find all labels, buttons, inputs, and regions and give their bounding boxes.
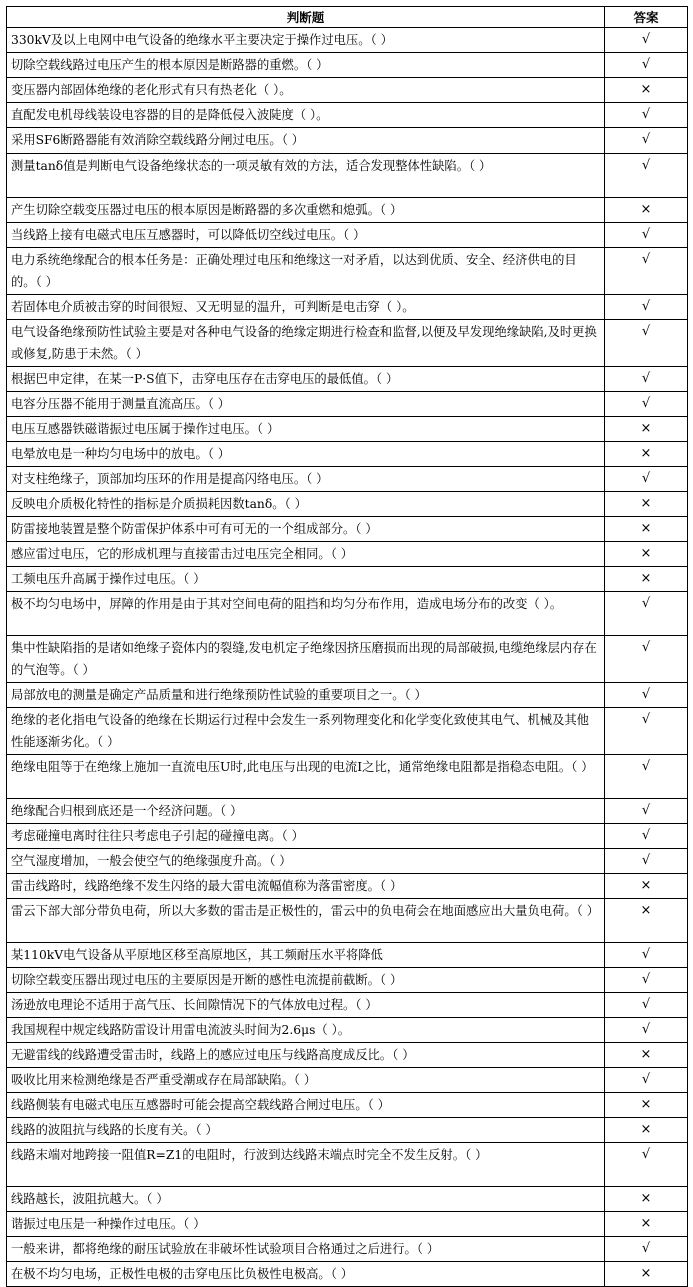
table-row <box>7 517 688 542</box>
check-mark-icon: √ <box>605 1237 688 1262</box>
table-row <box>7 467 688 492</box>
judgment-table <box>6 6 688 1287</box>
table-row <box>7 78 688 103</box>
question-text: 测量tanδ值是判断电气设备绝缘状态的一项灵敏有效的方法，适合发现整体性缺陷。（ ） <box>7 154 605 198</box>
question-text: 线路侧装有电磁式电压互感器时可能会提高空载线路合闸过电压。（ ） <box>7 1093 605 1118</box>
question-text: 雷云下部大部分带负电荷，所以大多数的雷击是正极性的，雷云中的负电荷会在地面感应出大量负电荷。（ ） <box>7 899 605 943</box>
question-text: 若固体电介质被击穿的时间很短、又无明显的温升，可判断是电击穿（ ）。 <box>7 295 605 320</box>
table-row <box>7 1118 688 1143</box>
table-row <box>7 1262 688 1287</box>
check-mark-icon: √ <box>605 154 688 198</box>
check-mark-icon: √ <box>605 824 688 849</box>
check-mark-icon: √ <box>605 103 688 128</box>
cross-mark-icon: × <box>605 1262 688 1287</box>
question-text: 绝缘电阻等于在绝缘上施加一直流电压U时,此电压与出现的电流I之比，通常绝缘电阻都是指稳态电阻。（ ） <box>7 755 605 799</box>
table-row <box>7 1212 688 1237</box>
question-text: 采用SF6断路器能有效消除空载线路分闸过电压。（ ） <box>7 128 605 154</box>
question-text: 电晕放电是一种均匀电场中的放电。（ ） <box>7 442 605 467</box>
table-row <box>7 248 688 295</box>
question-text: 绝缘的老化指电气设备的绝缘在长期运行过程中会发生一系列物理变化和化学变化致使其电气、机械及其他性能逐渐劣化。（ ） <box>7 708 605 755</box>
question-text: 电容分压器不能用于测量直流高压。（ ） <box>7 392 605 417</box>
check-mark-icon: √ <box>605 248 688 295</box>
check-mark-icon: √ <box>605 799 688 824</box>
cross-mark-icon: × <box>605 492 688 517</box>
cross-mark-icon: × <box>605 442 688 467</box>
table-row <box>7 154 688 198</box>
question-text: 反映电介质极化特性的指标是介质损耗因数tanδ。（ ） <box>7 492 605 517</box>
question-text: 考虑碰撞电离时往往只考虑电子引起的碰撞电离。（ ） <box>7 824 605 849</box>
table-row <box>7 223 688 248</box>
question-text: 极不均匀电场中，屏障的作用是由于其对空间电荷的阻挡和均匀分布作用，造成电场分布的改变（ ）。 <box>7 592 605 636</box>
table-row <box>7 392 688 417</box>
table-row <box>7 993 688 1018</box>
table-row <box>7 755 688 799</box>
question-text: 集中性缺陷指的是诸如绝缘子瓷体内的裂缝,发电机定子绝缘因挤压磨损而出现的局部破损,电缆绝缘层内存在的气泡等。（ ） <box>7 636 605 683</box>
cross-mark-icon: × <box>605 1187 688 1212</box>
table-row <box>7 899 688 943</box>
table-row <box>7 567 688 592</box>
table-row <box>7 968 688 993</box>
check-mark-icon: √ <box>605 943 688 968</box>
header-row <box>7 7 688 28</box>
table-row <box>7 683 688 708</box>
question-text: 某110kV电气设备从平原地区移至高原地区，其工频耐压水平将降低 <box>7 943 605 968</box>
question-text: 工频电压升高属于操作过电压。（ ） <box>7 567 605 592</box>
question-text: 感应雷过电压，它的形成机理与直接雷击过电压完全相同。（ ） <box>7 542 605 567</box>
question-text: 根据巴申定律，在某一P·S值下，击穿电压存在击穿电压的最低值。（ ） <box>7 367 605 392</box>
cross-mark-icon: × <box>605 198 688 223</box>
cross-mark-icon: × <box>605 1043 688 1068</box>
table-row <box>7 367 688 392</box>
check-mark-icon: √ <box>605 636 688 683</box>
table-row <box>7 198 688 223</box>
question-text: 雷击线路时，线路绝缘不发生闪络的最大雷电流幅值称为落雷密度。（ ） <box>7 874 605 899</box>
cross-mark-icon: × <box>605 1118 688 1143</box>
table-row <box>7 442 688 467</box>
question-text: 电压互感器铁磁谐振过电压属于操作过电压。（ ） <box>7 417 605 442</box>
question-text: 吸收比用来检测绝缘是否严重受潮或存在局部缺陷。（ ） <box>7 1068 605 1093</box>
table-row <box>7 1068 688 1093</box>
question-text: 线路末端对地跨接一阻值R=Z1的电阻时，行波到达线路末端点时完全不发生反射。（ ） <box>7 1143 605 1187</box>
table-row <box>7 636 688 683</box>
check-mark-icon: √ <box>605 392 688 417</box>
table-row <box>7 1018 688 1043</box>
check-mark-icon: √ <box>605 223 688 248</box>
cross-mark-icon: × <box>605 517 688 542</box>
check-mark-icon: √ <box>605 683 688 708</box>
check-mark-icon: √ <box>605 128 688 154</box>
table-row <box>7 849 688 874</box>
table-row <box>7 1143 688 1187</box>
check-mark-icon: √ <box>605 968 688 993</box>
question-text: 线路的波阻抗与线路的长度有关。（ ） <box>7 1118 605 1143</box>
question-text: 在极不均匀电场，正极性电极的击穿电压比负极性电极高。（ ） <box>7 1262 605 1287</box>
answer-column-header: 答案 <box>605 7 688 28</box>
question-text: 对支柱绝缘子，顶部加均压环的作用是提高闪络电压。（ ） <box>7 467 605 492</box>
cross-mark-icon: × <box>605 1212 688 1237</box>
cross-mark-icon: × <box>605 567 688 592</box>
check-mark-icon: √ <box>605 367 688 392</box>
question-text: 变压器内部固体绝缘的老化形式有只有热老化（ ）。 <box>7 78 605 103</box>
question-text: 谐振过电压是一种操作过电压。（ ） <box>7 1212 605 1237</box>
cross-mark-icon: × <box>605 899 688 943</box>
check-mark-icon: √ <box>605 1018 688 1043</box>
table-row <box>7 1237 688 1262</box>
question-text: 局部放电的测量是确定产品质量和进行绝缘预防性试验的重要项目之一。（ ） <box>7 683 605 708</box>
question-text: 空气湿度增加，一般会使空气的绝缘强度升高。（ ） <box>7 849 605 874</box>
table-row <box>7 824 688 849</box>
check-mark-icon: √ <box>605 708 688 755</box>
table-row <box>7 708 688 755</box>
cross-mark-icon: × <box>605 78 688 103</box>
question-text: 线路越长，波阻抗越大。（ ） <box>7 1187 605 1212</box>
check-mark-icon: √ <box>605 849 688 874</box>
check-mark-icon: √ <box>605 993 688 1018</box>
table-row <box>7 53 688 78</box>
table-row <box>7 1187 688 1212</box>
question-text: 汤逊放电理论不适用于高气压、长间隙情况下的气体放电过程。（ ） <box>7 993 605 1018</box>
answer-sheet <box>6 6 687 1287</box>
table-row <box>7 1043 688 1068</box>
table-row <box>7 874 688 899</box>
table-row <box>7 295 688 320</box>
question-text: 330kV及以上电网中电气设备的绝缘水平主要决定于操作过电压。（ ） <box>7 28 605 53</box>
check-mark-icon: √ <box>605 1068 688 1093</box>
table-row <box>7 492 688 517</box>
check-mark-icon: √ <box>605 320 688 367</box>
cross-mark-icon: × <box>605 1093 688 1118</box>
question-text: 切除空载线路过电压产生的根本原因是断路器的重燃。（ ） <box>7 53 605 78</box>
cross-mark-icon: × <box>605 417 688 442</box>
check-mark-icon: √ <box>605 467 688 492</box>
cross-mark-icon: × <box>605 874 688 899</box>
question-text: 电气设备绝缘预防性试验主要是对各种电气设备的绝缘定期进行检查和监督,以便及早发现绝缘缺陷,及时更换或修复,防患于未然。（ ） <box>7 320 605 367</box>
table-row <box>7 128 688 154</box>
table-row <box>7 417 688 442</box>
check-mark-icon: √ <box>605 1143 688 1187</box>
table-row <box>7 943 688 968</box>
question-text: 直配发电机母线装设电容器的目的是降低侵入波陡度（ ）。 <box>7 103 605 128</box>
check-mark-icon: √ <box>605 295 688 320</box>
table-row <box>7 103 688 128</box>
question-text: 电力系统绝缘配合的根本任务是：正确处理过电压和绝缘这一对矛盾，以达到优质、安全、经济供电的目的。（ ） <box>7 248 605 295</box>
question-text: 切除空载变压器出现过电压的主要原因是开断的感性电流提前截断。（ ） <box>7 968 605 993</box>
question-text: 一般来讲，都将绝缘的耐压试验放在非破坏性试验项目合格通过之后进行。（ ） <box>7 1237 605 1262</box>
question-text: 产生切除空载变压器过电压的根本原因是断路器的多次重燃和熄弧。（ ） <box>7 198 605 223</box>
question-text: 防雷接地装置是整个防雷保护体系中可有可无的一个组成部分。（ ） <box>7 517 605 542</box>
table-row <box>7 320 688 367</box>
check-mark-icon: √ <box>605 28 688 53</box>
question-text: 绝缘配合归根到底还是一个经济问题。（ ） <box>7 799 605 824</box>
table-row <box>7 799 688 824</box>
check-mark-icon: √ <box>605 53 688 78</box>
question-column-header: 判断题 <box>7 7 605 28</box>
question-text: 我国规程中规定线路防雷设计用雷电流波头时间为2.6μs（ ）。 <box>7 1018 605 1043</box>
table-row <box>7 1093 688 1118</box>
table-row <box>7 592 688 636</box>
table-row <box>7 542 688 567</box>
cross-mark-icon: × <box>605 542 688 567</box>
check-mark-icon: √ <box>605 755 688 799</box>
question-text: 当线路上接有电磁式电压互感器时，可以降低切空线过电压。（ ） <box>7 223 605 248</box>
check-mark-icon: √ <box>605 592 688 636</box>
table-body <box>7 28 688 1287</box>
question-text: 无避雷线的线路遭受雷击时，线路上的感应过电压与线路高度成反比。（ ） <box>7 1043 605 1068</box>
table-row <box>7 28 688 53</box>
